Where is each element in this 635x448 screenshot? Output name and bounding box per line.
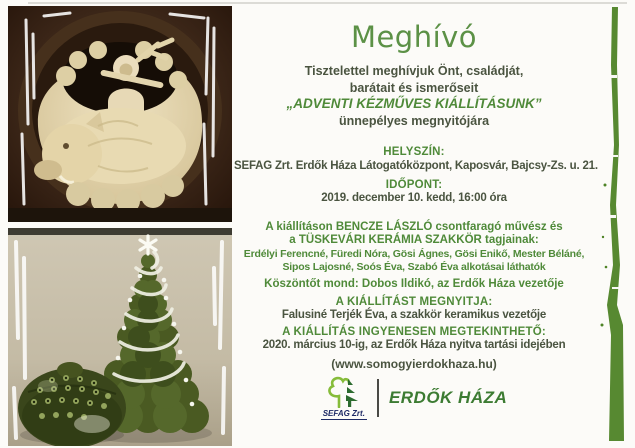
- green-brush-streak: [599, 5, 625, 441]
- invitation-text-column: [234, 0, 598, 448]
- intro-line-1: Tisztelettel meghívjuk Önt, családját,: [304, 64, 524, 78]
- venue-value: SEFAG Zrt. Erdők Háza Látogatóközpont, Kaposvár, Bajcsy-Zs. u. 21.: [234, 160, 598, 172]
- intro-line-2: barátait és ismerőseit: [349, 81, 479, 95]
- viewing-value: 2020. március 10-ig, az Erdők Háza nyitva tartási idejében: [262, 339, 566, 351]
- exhibitors-line-4: Sipos Lajosné, Soós Éva, Szabó Éva alkotásai láthatók: [282, 261, 546, 273]
- opening-label: A KIÁLLÍTÁST MEGNYITJA:: [335, 296, 493, 308]
- logo: [234, 374, 594, 422]
- website-line: (www.somogyierdokhaza.hu): [331, 357, 497, 371]
- exhibition-name: „ADVENTI KÉZMŰVES KIÁLLÍTÁSUNK”: [286, 96, 542, 111]
- logo-divider: [377, 379, 379, 417]
- intro-line-3: ünnepélyes megnyitójára: [338, 114, 490, 128]
- erdok-haza-wordmark: ERDŐK HÁZA: [388, 388, 508, 407]
- time-label: IDŐPONT:: [385, 179, 443, 191]
- exhibitors-line-1: A kiállításon BENCZE LÁSZLÓ csontfaragó művész és: [265, 221, 563, 233]
- photo-ceramic-tree: [8, 228, 232, 446]
- viewing-label: A KIÁLLÍTÁS INGYENESEN MEGTEKINTHETŐ:: [282, 326, 546, 338]
- opening-value: Falusiné Terjék Éva, a szakkör keramikus vezetője: [281, 309, 547, 321]
- photo-bone-carving: [8, 6, 232, 222]
- sefag-logo-block: [321, 376, 367, 420]
- bone-carving-illustration: [8, 6, 232, 222]
- sefag-tree-icon: [324, 376, 364, 408]
- venue-label: HELYSZÍN:: [383, 146, 445, 158]
- invite-title: Meghívó: [350, 20, 478, 54]
- greeting-line: Köszöntőt mond: Dobos Ildikó, az Erdők Háza vezetője: [264, 278, 564, 290]
- time-value: 2019. december 10. kedd, 16:00 óra: [321, 192, 507, 204]
- exhibitors-line-3: Erdélyi Ferencné, Füredi Nóra, Gösi Ágnes, Gösi Enikő, Mester Béláné,: [243, 248, 585, 260]
- exhibitors-line-2: a TÜSKEVÁRI KERÁMIA SZAKKÖR tagjainak:: [289, 234, 539, 246]
- ceramic-tree-illustration: [8, 228, 232, 446]
- sefag-company-name: SEFAG Zrt.: [322, 409, 365, 418]
